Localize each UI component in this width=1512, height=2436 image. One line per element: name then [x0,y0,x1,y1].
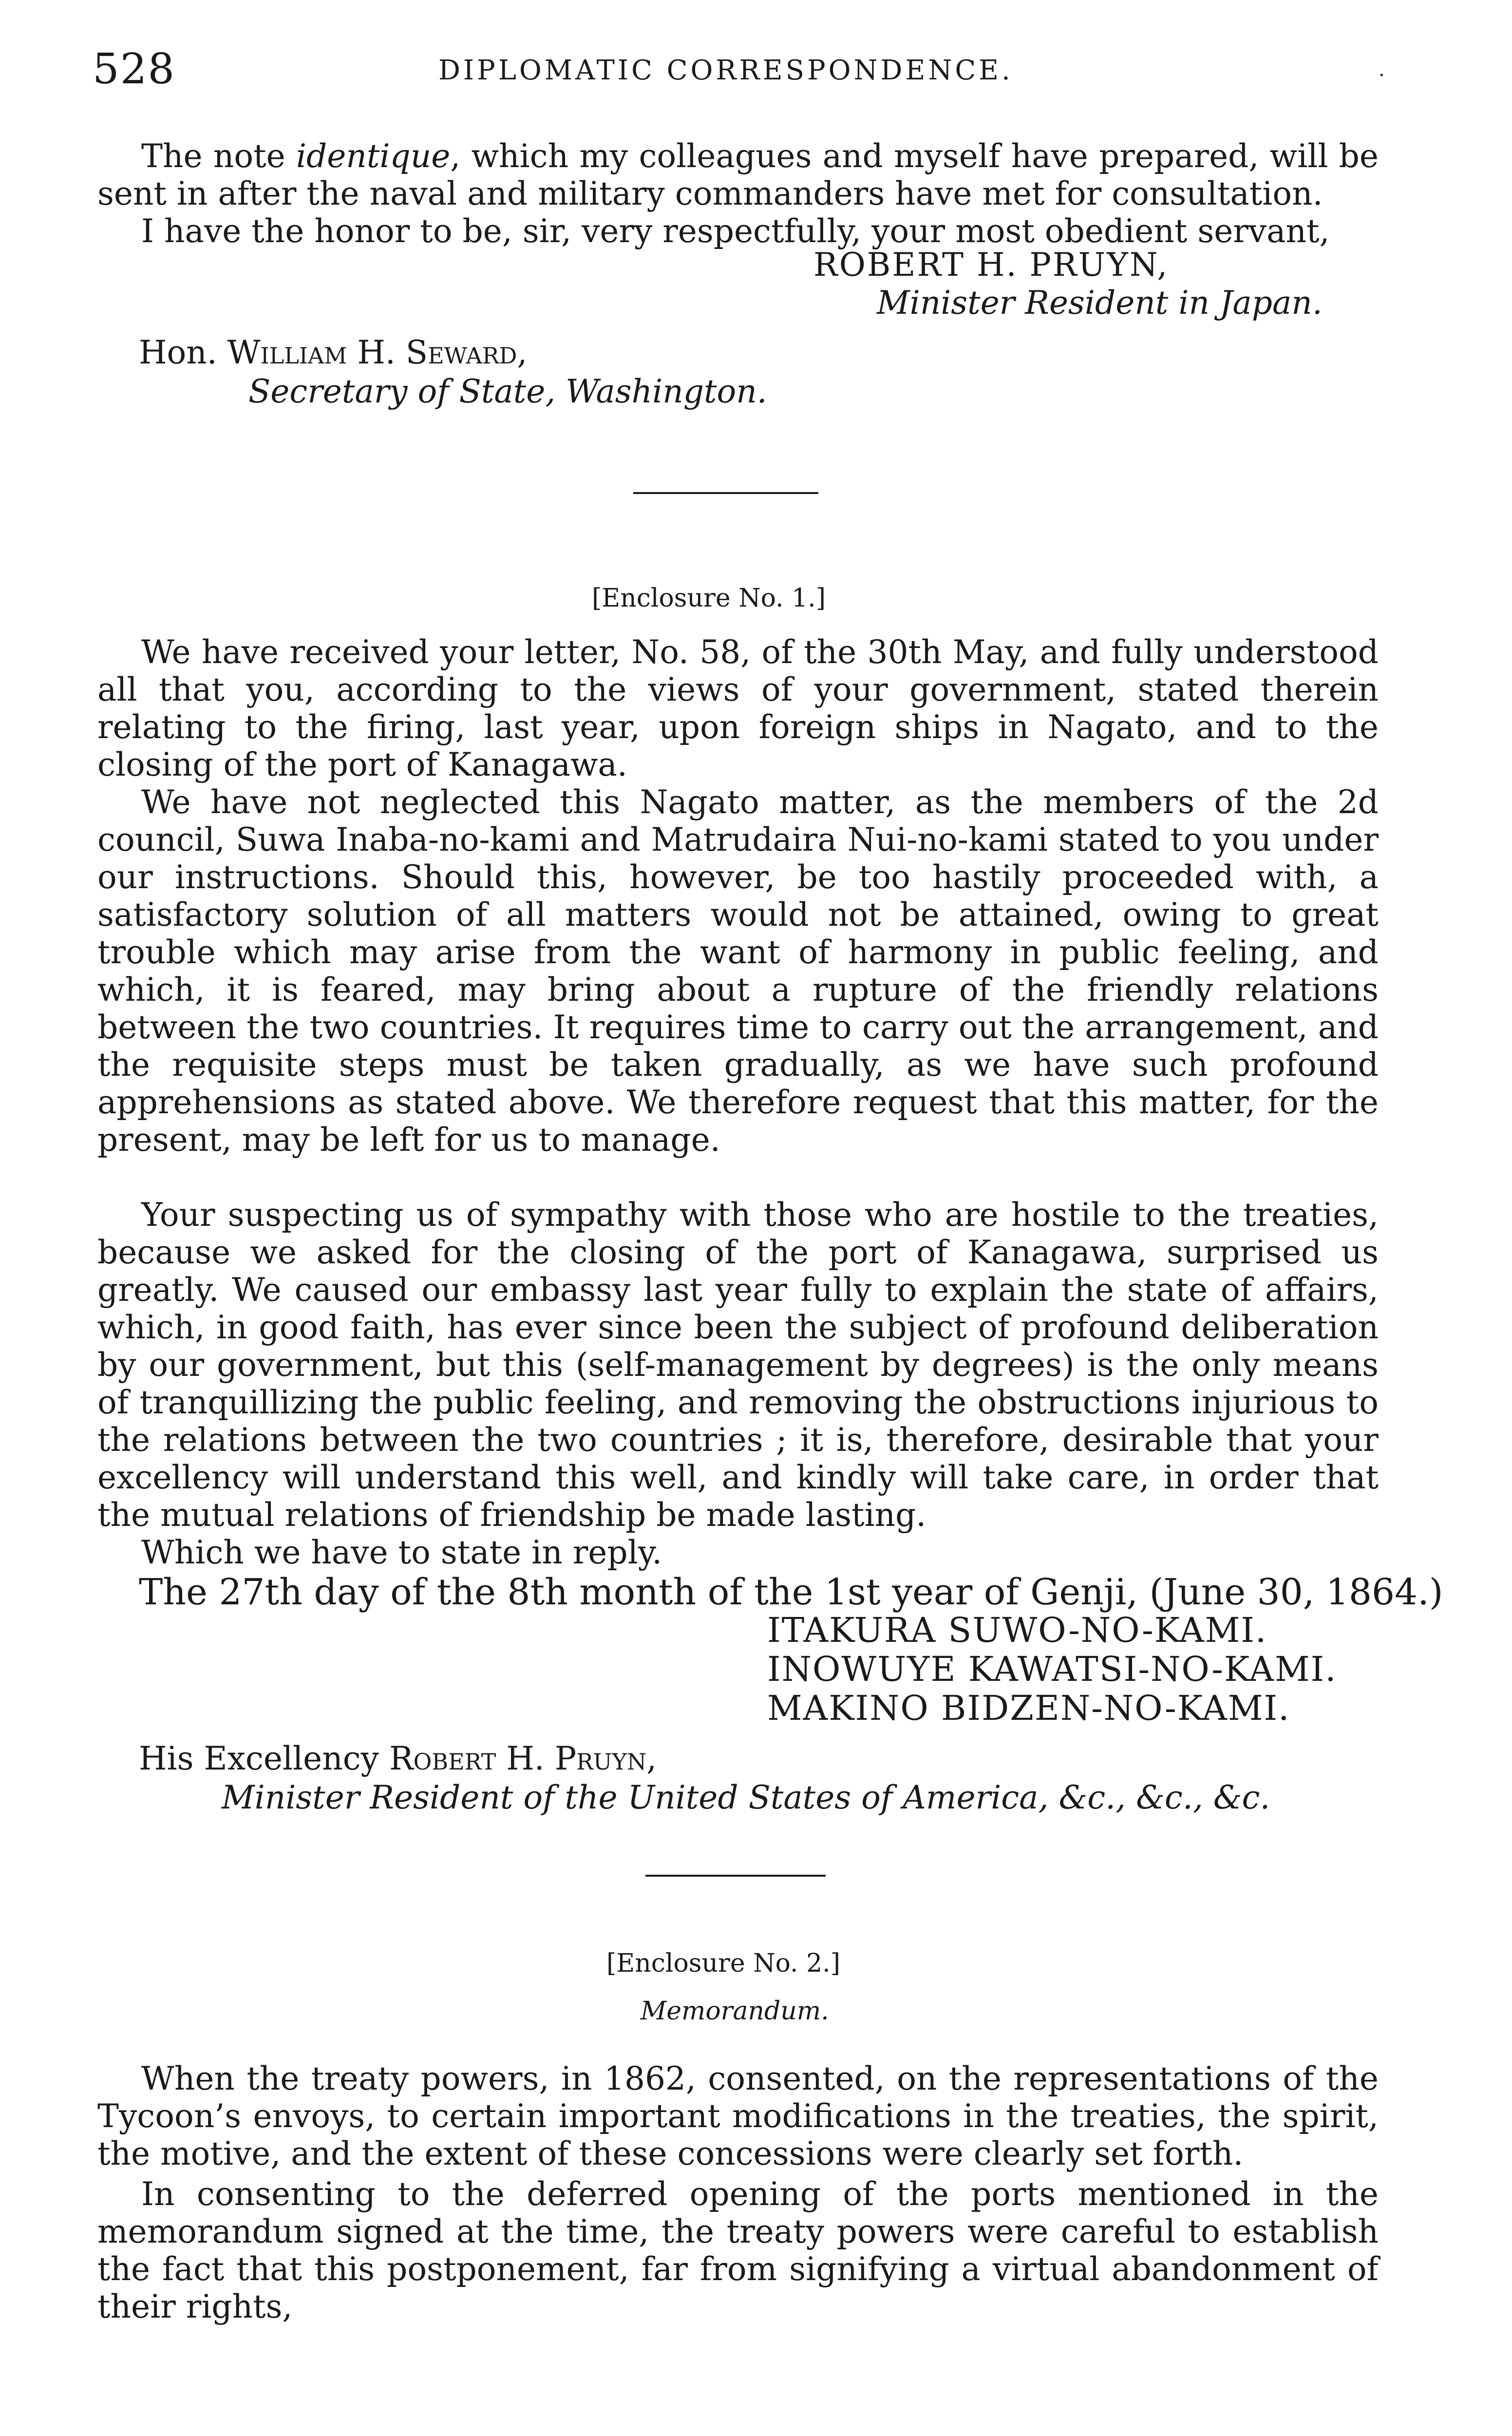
page-number: 528 [93,45,176,94]
header-mark: . [1379,58,1385,81]
enclosure-2-paragraph-2: In consenting to the deferred opening of the ports mentioned in the memorandum signed at the time, the treaty powers were careful to establish the fact that this postponement, far from signifying a virtual abandonment of their rights, [97,2175,1379,2325]
addressee-line [139,334,527,371]
closing-line: I have the honor to be, sir, very respectfully, your most obedient servant, [141,212,1330,250]
addressee-prefix: Hon. [139,334,227,371]
enclosure-1-heading: [Enclosure No. 1.] [592,584,826,613]
running-title: DIPLOMATIC CORRESPONDENCE. [438,55,1013,86]
note-identique: identique [296,137,451,175]
signer-title: Minister Resident in Japan. [877,284,1323,322]
signatory-1: ITAKURA SUWO-NO-KAMI. [767,1610,1267,1650]
enclosure-2-heading: [Enclosure No. 2.] [606,1949,840,1978]
section-divider [645,1875,826,1877]
enclosure-1-paragraph-2: We have not neglected this Nagato matter, as the members of the 2d council, Suwa Inaba-no-kami and Matrudaira Nui-no-kami stated to you under our instructions. Should this, however, be too hastily proceeded with, a satisfactory solution of all matters would not be attained, owing to great trouble which may arise from the want of harmony in public feeling, and which, it is feared, may bring about a rupture of the friendly relations between the two countries. It requires time to carry out the arrangement, and the requisite steps must be taken gradually, as we have such profound apprehensions as stated above. We therefore request that this matter, for the present, may be left for us to manage. [97,783,1379,1159]
enclosure-1-addressee-title: Minister Resident of the United States of America, &c., &c., &c. [222,1779,1270,1816]
enclosure-1-date: The 27th day of the 8th month of the 1st year of Genji, (June 30, 1864.) [139,1571,1443,1613]
enclosure-2-paragraph-1: When the treaty powers, in 1862, consented, on the representations of the Tycoon’s envoys, to certain important modifications in the treaties, the spirit, the motive, and the extent of these concessions were clearly set forth. [97,2060,1379,2172]
addressee-title: Secretary of State, Washington. [248,373,767,410]
enclosure-1-paragraph-4: Which we have to state in reply. [141,1534,662,1571]
note-lead: The note [141,137,296,175]
signatory-3: MAKINO BIDZEN-NO-KAMI. [767,1688,1290,1728]
note-rest: , which my colleagues and myself have prepared, will be sent in after the naval and military commanders have met for consultation. [97,137,1379,212]
section-divider [633,492,818,494]
letter-closing-paragraph [97,137,1379,212]
addressee-prefix: His Excellency [139,1740,389,1777]
enclosure-1-addressee [139,1740,657,1777]
signer-name: ROBERT H. PRUYN, [813,246,1169,284]
addressee-name: Robert H. Pruyn, [389,1740,657,1777]
enclosure-2-subheading: Memorandum. [641,1997,829,2026]
addressee-name: William H. Seward, [227,334,528,371]
enclosure-1-paragraph-3: Your suspecting us of sympathy with those who are hostile to the treaties, because we asked for the closing of the port of Kanagawa, surprised us greatly. We caused our embassy last year fully to explain the state of affairs, which, in good faith, has ever since been the subject of profound deliberation by our government, but this (self-management by degrees) is the only means of tranquillizing the public feeling, and removing the obstructions injurious to the relations between the two countries ; it is, therefore, desirable that your excellency will understand this well, and kindly will take care, in order that the mutual relations of friendship be made lasting. [97,1196,1379,1534]
enclosure-1-paragraph-1: We have received your letter, No. 58, of the 30th May, and fully understood all that you, according to the views of your government, stated therein relating to the firing, last year, upon foreign ships in Nagato, and to the closing of the port of Kanagawa. [97,633,1379,783]
signatory-2: INOWUYE KAWATSI-NO-KAMI. [767,1649,1337,1689]
